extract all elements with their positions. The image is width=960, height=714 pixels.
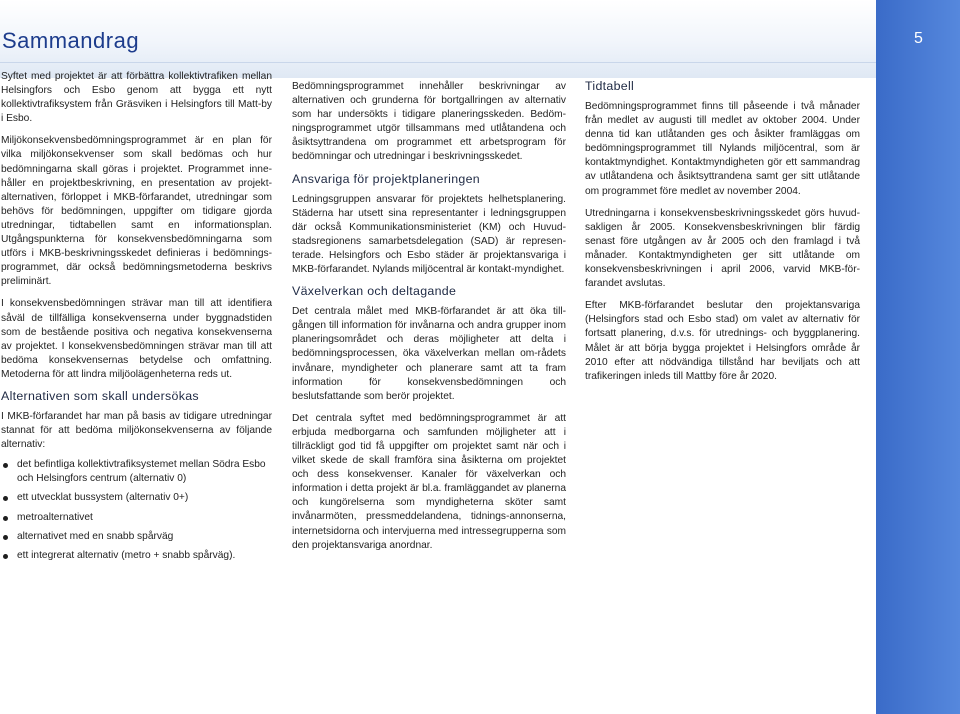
- alternatives-list: [1, 458, 272, 563]
- section-heading-responsible: Ansvariga för projektplaneringen: [292, 171, 480, 186]
- paragraph: Ledningsgruppen ansvarar för projektets helhetsplanering. Städerna har utsett sina representanter i ledningsgruppen där också Kommunikationsministeriet (KM) och Huvud-stadsregionens samarbetsdelegation (SAD) är represen-terade. Helsingfors och Esbo städer är projektansvariga i MKB-förfarandet. Nylands miljöcentral är kontakt-myndighet.: [292, 193, 566, 276]
- page-title: Sammandrag: [2, 28, 140, 53]
- text-column-3: [585, 70, 860, 384]
- paragraph: Det centrala målet med MKB-förfarandet är att öka till-gången till information för invånarna och andra grupper inom planeringsområdet och deras möjligheter att delta i bedömningsprocessen, öka växelverkan mellan om-rådets invånare, myndigheter och planerare samt att ta fram information för konsekvensbedömningen och beslutsfattande som berör projektet.: [292, 306, 566, 402]
- text-column-1: [1, 70, 272, 568]
- paragraph: Bedömningsprogrammet finns till påseende i två månader från medlet av augusti till medlet av oktober 2004. Under denna tid kan utlåtanden ges och åsikter framläggas om bedömningsprogrammet till Nylands miljöcentral, som är kontaktmyndighet. Kontaktmyndigheten gör ett sammandrag av utlåtandena och åsiktsyttrandena samt ger sitt utlåtande om programmet före medlet av november 2004.: [585, 101, 860, 197]
- paragraph: Det centrala syftet med bedömningsprogrammet är att erbjuda medborgarna och samfunden möjligheter att i tillräckligt god tid få uppgifter om projektet samt när och i vilket skede de skall framföra sina åsikterna om projektet och dess konsekvenser. Kanaler för växelverkan och information i detta projekt är bl.a. framläggandet av planerna och kungörelserna som myndigheterna sköter samt invånarmöten, pressmeddelandena, tidnings-annonserna, internetsidorna och intervjuerna med intressegrupperna som den projektansvariga anordnar.: [292, 412, 566, 551]
- section-heading-schedule: Tidtabell: [585, 79, 635, 93]
- paragraph: Syftet med projektet är att förbättra kollektivtrafiken mellan Helsingfors och Esbo genom att bygga ett nytt kollektivtrafiksystem från Gräsviken i Helsingfors till Matt-by i Esbo.: [1, 71, 272, 125]
- section-heading-alternatives: Alternativen som skall undersökas: [1, 388, 199, 403]
- list-item: ett utvecklat bussystem (alternativ 0+): [1, 491, 272, 505]
- list-item: ett integrerat alternativ (metro + snabb spårväg).: [1, 549, 272, 563]
- paragraph: Efter MKB-förfarandet beslutar den projektansvariga (Helsingfors stad och Esbo stad) om valet av alternativ för fortsatt planering, d.v.s. för utrednings- och byggplanering. Målet är att börja bygga projektet i Helsingfors område år 2010 efter att nödvändiga tillstånd har beviljats och att trafikeringen inleds till Mattby före år 2020.: [585, 300, 860, 382]
- paragraph: Utredningarna i konsekvensbeskrivningsskedet görs huvud-sakligen år 2005. Konsekvensbeskrivningen blir färdig senast före utgången av år 2005 och den framlagd i två månader. Kontaktmyndigheten ger sitt utlåtande om konsekvensbeskrivningen i april 2006, varvid MKB-för-farandet avslutas.: [585, 207, 860, 290]
- list-item: alternativet med en snabb spårväg: [1, 530, 272, 544]
- paragraph: I konsekvensbedömningen strävar man till att identifiera såväl de tillfälliga konsekvenserna under byggnadstiden som de bestående positiva och negativa konsekvenserna av projektet. I konsekvensbedömningen strävar man till att bedöma konsekvensernas betydelse och omfattning. Metoderna för att lindra miljöolägenheterna reds ut.: [1, 298, 272, 380]
- paragraph: Bedömningsprogrammet innehåller beskrivningar av alternativen och grunderna för bortgallringen av alternativ som har undersökts i tidigare planeringsskeden. Bedöm-ningsprogrammet utgör tillsammans med utlåtandena och åsiktsyttrandena om programmet ett arbetsprogram för bedömningar och utredningar i beskrivningsskedet.: [292, 81, 566, 163]
- side-color-panel: [876, 0, 960, 714]
- header-divider: [0, 62, 876, 63]
- section-heading-interaction: Växelverkan och deltagande: [292, 284, 457, 299]
- list-item: det befintliga kollektivtrafiksystemet mellan Södra Esbo och Helsingfors centrum (alternativ 0): [1, 458, 272, 486]
- paragraph: I MKB-förfarandet har man på basis av tidigare utredningar stannat för att bedöma miljökonsekvenserna av följande alternativ:: [1, 410, 272, 451]
- text-column-2: [292, 80, 566, 553]
- list-item: metroalternativet: [1, 511, 272, 525]
- page-number: 5: [914, 30, 923, 47]
- paragraph: Miljökonsekvensbedömningsprogrammet är en plan för vilka miljökonsekvenser som skall bedömas och hur bedömningarna skall göras i projektet. Programmet inne-håller en projektbeskrivning, en presentation av projekt-alternativen, förloppet i MKB-förfarandet, utredningar som behövs för bedömningen, uppgifter om tidigare gjorda utredningar, tidtabellen samt en informationsplan. Utgångspunkterna för konsekvensbedömningarna som utförs i MKB-beskrivningsskedet definieras i bedömnings-programmet, där också bedömningsmetoderna beskrivs preliminärt.: [1, 135, 272, 288]
